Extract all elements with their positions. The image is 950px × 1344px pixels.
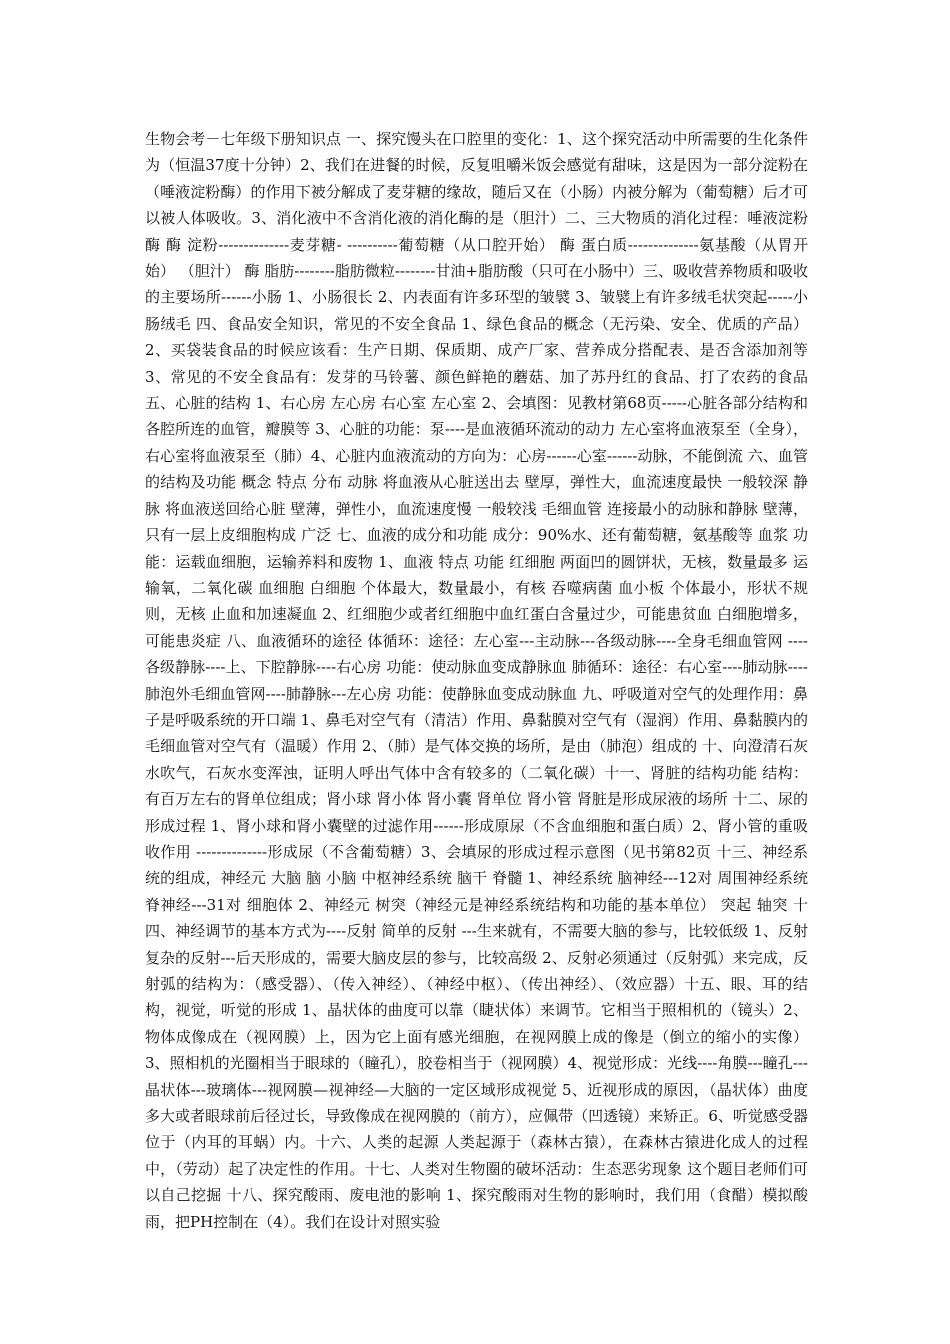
document-body-text: 生物会考－七年级下册知识点 一、探究馒头在口腔里的变化：1、这个探究活动中所需要的生化条件为（恒温37度十分钟）2、我们在进餐的时候，反复咀嚼米饭会感觉有甜味，这是因为一部分淀粉在（唾液淀粉酶）的作用下被分解成了麦芽糖的缘故，随后又在（小肠）内被分解为（葡萄糖）后才可以被人体吸收。3、消化液中不含消化液的消化酶的是（胆汁）二、三大物质的消化过程：唾液淀粉酶 酶 淀粉--------------麦芽糖- ----------葡萄糖（从口腔开始） 酶 蛋白质--------------氨基酸（从胃开始） （胆汁） 酶 脂肪--------脂肪微粒--------甘油+脂肪酸（只可在小肠中）三、吸收营养物质和吸收的主要场所------小肠 1、小肠很长 2、内表面有许多环型的皱襞 3、皱襞上有许多绒毛状突起-----小肠绒毛 四、食品安全知识，常见的不安全食品 1、绿色食品的概念（无污染、安全、优质的产品）2、买袋装食品的时候应该看：生产日期、保质期、成产厂家、营养成分搭配表、是否含添加剂等 3、常见的不安全食品有：发芽的马铃薯、颜色鲜艳的蘑菇、加了苏丹红的食品、打了农药的食品 五、心脏的结构 1、右心房 左心房 右心室 左心室 2、会填图：见教材第68页-----心脏各部分结构和各腔所连的血管，瓣膜等 3、心脏的功能：泵----是血液循环流动的动力 左心室将血液泵至（全身），右心室将血液泵至（肺）4、心脏内血液流动的方向为：心房------心室------动脉，不能倒流 六、血管的结构及功能 概念 特点 分布 动脉 将血液从心脏送出去 壁厚，弹性大，血流速度最快 一般较深 静脉 将血液送回给心脏 壁薄，弹性小，血流速度慢 一般较浅 毛细血管 连接最小的动脉和静脉 壁薄，只有一层上皮细胞构成 广泛 七、血液的成分和功能 成分：90%水、还有葡萄糖，氨基酸等 血浆 功能：运载血细胞，运输养料和废物 1、血液 特点 功能 红细胞 两面凹的圆饼状，无核，数量最多 运输氧，二氧化碳 血细胞 白细胞 个体最大，数量最小，有核 吞噬病菌 血小板 个体最小，形状不规则，无核 止血和加速凝血 2、红细胞少或者红细胞中血红蛋白含量过少，可能患贫血 白细胞增多，可能患炎症 八、血液循环的途径 体循环：途径：左心室---主动脉---各级动脉----全身毛细血管网 ----各级静脉----上、下腔静脉----右心房 功能：使动脉血变成静脉血 肺循环：途径：右心室----肺动脉----肺泡外毛细血管网----肺静脉---左心房 功能：使静脉血变成动脉血 九、呼吸道对空气的处理作用：鼻子是呼吸系统的开口端 1、鼻毛对空气有（清洁）作用、鼻黏膜对空气有（湿润）作用、鼻黏膜内的毛细血管对空气有（温暖）作用 2、（肺）是气体交换的场所，是由（肺泡）组成的 十、向澄清石灰水吹气，石灰水变浑浊，证明人呼出气体中含有较多的（二氧化碳）十一、肾脏的结构功能 结构：有百万左右的肾单位组成；肾小球 肾小体 肾小囊 肾单位 肾小管 肾脏是形成尿液的场所 十二、尿的形成过程 1、肾小球和肾小囊壁的过滤作用------形成原尿（不含血细胞和蛋白质）2、肾小管的重吸收作用 --------------形成尿（不含葡萄糖）3、会填尿的形成过程示意图（见书第82页 十三、神经系统的组成，神经元 大脑 脑 小脑 中枢神经系统 脑干 脊髓 1、神经系统 脑神经---12对 周围神经系统 脊神经---31对 细胞体 2、神经元 树突（神经元是神经系统结构和功能的基本单位） 突起 轴突 十四、神经调节的基本方式为----反射 简单的反射 ---生来就有，不需要大脑的参与，比较低级 1、反射 复杂的反射---后天形成的，需要大脑皮层的参与，比较高级 2、反射必须通过（反射弧）来完成，反射弧的结构为：（感受器）、（传入神经）、（神经中枢）、（传出神经）、（效应器）十五、眼、耳的结构，视觉，听觉的形成 1、晶状体的曲度可以靠（睫状体）来调节。它相当于照相机的（镜头）2、物体成像成在（视网膜）上，因为它上面有感光细胞，在视网膜上成的像是（倒立的缩小的实像）3、照相机的光圈相当于眼球的（瞳孔），胶卷相当于（视网膜）4、视觉形成：光线----角膜---瞳孔---晶状体---玻璃体---视网膜—视神经—大脑的一定区域形成视觉 5、近视形成的原因，（晶状体）曲度多大或者眼球前后径过长，导致像成在视网膜的（前方），应佩带（凹透镜）来矫正。6、听觉感受器位于（内耳的耳蜗）内。十六、人类的起源 人类起源于（森林古猿），在森林古猿进化成人的过程中，（劳动）起了决定性的作用。十七、人类对生物圈的破坏活动：生态恶劣现象 这个题目老师们可以自己挖掘 十八、探究酸雨、废电池的影响 1、探究酸雨对生物的影响时，我们用（食醋）模拟酸雨，把PH控制在（4）。我们在设计对照实验 (145, 130, 808, 1231)
